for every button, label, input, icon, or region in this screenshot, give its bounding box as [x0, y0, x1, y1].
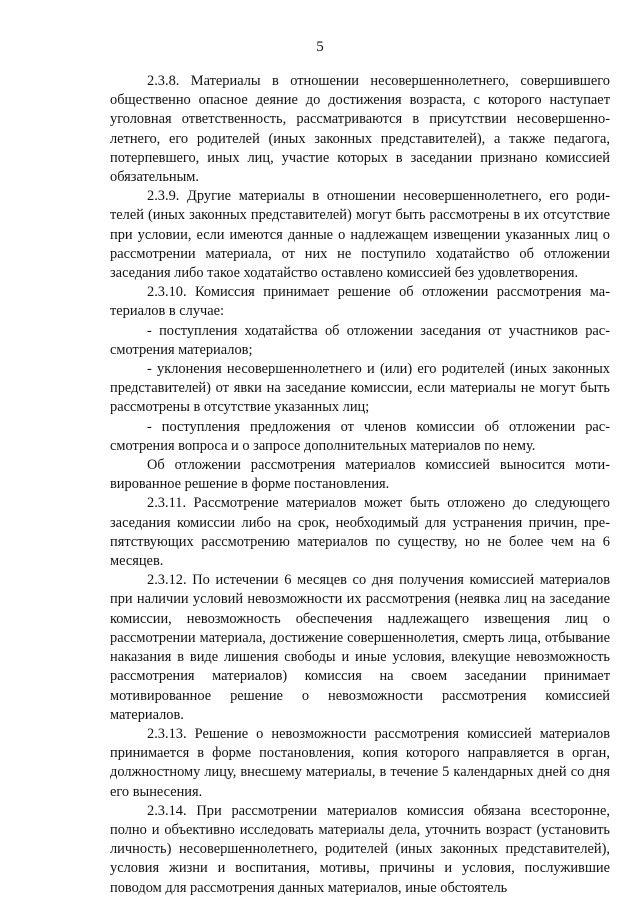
- paragraph-2-3-12: 2.3.12. По истечении 6 месяцев со дня получения комиссией материалов при наличии условий невозможности их рассмотрения (неявка лиц на заседание комиссии, невозможность обеспечения надлежащего извещения лиц о рассмотрении материала, достижение совершеннолетия, смерть лица, отбывание наказания в виде лишения свободы и иные условия, влекущие невозможность рассмотрения материалов) комиссия на своем заседании принимает мотивированное решение о невозможности рассмотрения комиссией материалов.: [110, 572, 610, 723]
- paragraph-2-3-14: 2.3.14. При рассмотрении материалов комиссия обязана всесторонне, полно и объективно исследовать материалы дела, уточнить возраст (установить личность) несовершеннолетнего, родителей (иных законных представителей), условия жизни и воспитания, мотивы, причины и условия, послужившие поводом для рассмотрения данных материалов, иные обстоятель: [110, 802, 610, 896]
- document-body: [110, 72, 610, 898]
- list-item-evasion: - уклонения несовершеннолетнего и (или) его родителей (иных законных представителей) от явки на заседание комиссии, если материалы не могут быть рассмотрены в отсутствие указанных лиц;: [110, 361, 610, 416]
- paragraph-2-3-10: 2.3.10. Комиссия принимает решение об отложении рассмотрения материалов в случае:: [110, 284, 610, 320]
- paragraph-2-3-13: 2.3.13. Решение о невозможности рассмотрения комиссией материалов принимается в форме постановления, копия которого направляется в орган, должностному лицу, внесшему материалы, в течение 5 календарных дней со дня его вынесения.: [110, 725, 610, 800]
- paragraph-postponement-decision: Об отложении рассмотрения материалов комиссией выносится мотивированное решение в форме постановления.: [110, 457, 610, 493]
- page-number: 5: [316, 39, 324, 55]
- list-item-petition: - поступления ходатайства об отложении заседания от участников рассмотрения материалов;: [110, 322, 610, 358]
- paragraph-2-3-8: 2.3.8. Материалы в отношении несовершеннолетнего, совершившего общественно опасное деяние до достижения возраста, с которого наступает уголовная ответственность, рассматриваются в присутствии несовершеннолетнего, его родителей (иных законных представителей), а также педагога, потерпевшего, иных лиц, участие которых в заседании признано комиссией обязательным.: [110, 73, 610, 186]
- list-item-proposal: - поступления предложения от членов комиссии об отложении рассмотрения вопроса и о запросе дополнительных материалов по нему.: [110, 418, 610, 454]
- paragraph-2-3-11: 2.3.11. Рассмотрение материалов может быть отложено до следующего заседания комиссии либо на срок, необходимый для устранения причин, препятствующих рассмотрению материалов по существу, но не более чем на 6 месяцев.: [110, 495, 610, 570]
- paragraph-2-3-9: 2.3.9. Другие материалы в отношении несовершеннолетнего, его родителей (иных законных представителей) могут быть рассмотрены в их отсутствие при условии, если имеются данные о надлежащем извещении указанных лиц о рассмотрении материала, от них не поступило ходатайство об отложении заседания либо такое ходатайство оставлено комиссией без удовлетворения.: [110, 188, 610, 282]
